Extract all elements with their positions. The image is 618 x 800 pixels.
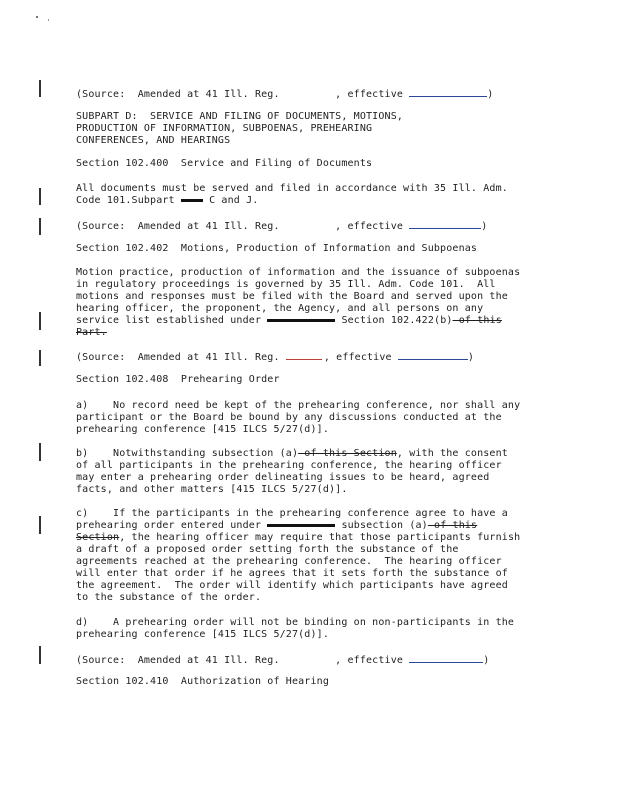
change-bar bbox=[39, 516, 41, 534]
effective-date-blank bbox=[409, 653, 483, 663]
body-text: hearing officer, the proponent, the Agency, and all persons on any bbox=[76, 303, 484, 314]
struck-text: of this bbox=[427, 520, 478, 531]
body-text: Motion practice, production of information and the issuance of subpoenas bbox=[76, 267, 521, 278]
change-bar bbox=[39, 443, 41, 461]
body-text: Code 101.Subpart C and J. bbox=[76, 195, 259, 206]
body-text: prehearing conference [415 ILCS 5/27(d)]. bbox=[76, 629, 329, 640]
section-heading: Section 102.400 Service and Filing of Documents bbox=[76, 158, 373, 169]
source-note: (Source: Amended at 41 Ill. Reg. , effective ) bbox=[76, 89, 494, 100]
section-heading: Section 102.408 Prehearing Order bbox=[76, 374, 280, 385]
redaction-mark bbox=[267, 524, 335, 527]
body-text: service list established under Section 102.422(b) of this bbox=[76, 315, 502, 326]
effective-date-blank bbox=[409, 219, 481, 229]
body-text: may enter a prehearing order delineating issues to be heard, agreed bbox=[76, 472, 490, 483]
body-text: will enter that order if he agrees that it sets forth the substance of bbox=[76, 568, 508, 579]
register-blank bbox=[286, 350, 322, 360]
change-bar bbox=[39, 218, 41, 235]
struck-text: of this bbox=[452, 315, 502, 326]
body-text: motions and responses must be filed with the Board and served upon the bbox=[76, 291, 508, 302]
change-bar bbox=[39, 80, 41, 97]
subsection-b: b) Notwithstanding subsection (a) of this Section, with the consent bbox=[76, 448, 508, 459]
source-note: (Source: Amended at 41 Ill. Reg. , effective ) bbox=[76, 655, 490, 666]
redaction-mark bbox=[267, 319, 335, 322]
source-note: (Source: Amended at 41 Ill. Reg. , effective ) bbox=[76, 352, 475, 363]
change-bar bbox=[39, 312, 41, 330]
struck-text: of this Section bbox=[298, 448, 397, 459]
source-note: (Source: Amended at 41 Ill. Reg. , effective ) bbox=[76, 221, 488, 232]
effective-date-blank bbox=[409, 87, 487, 97]
section-heading: Section 102.410 Authorization of Hearing bbox=[76, 676, 329, 687]
subpart-heading: SUBPART D: SERVICE AND FILING OF DOCUMENTS, MOTIONS, bbox=[76, 111, 404, 122]
body-text: prehearing conference [415 ILCS 5/27(d)]. bbox=[76, 424, 329, 435]
struck-text: Section bbox=[76, 532, 120, 543]
body-text: a draft of a proposed order setting forth the substance of the bbox=[76, 544, 459, 555]
body-text: to the substance of the order. bbox=[76, 592, 262, 603]
body-text: Section, the hearing officer may require that those participants furnish bbox=[76, 532, 521, 543]
subsection-d: d) A prehearing order will not be binding on non-participants in the bbox=[76, 617, 515, 628]
subpart-heading-cont: PRODUCTION OF INFORMATION, SUBPOENAS, PREHEARING bbox=[76, 123, 373, 134]
change-bar bbox=[39, 646, 41, 664]
body-text: prehearing order entered under subsection (a) of this bbox=[76, 520, 478, 531]
change-bar bbox=[39, 350, 41, 366]
body-text: the agreement. The order will identify which participants have agreed bbox=[76, 580, 508, 591]
effective-date-blank bbox=[398, 350, 468, 360]
section-heading: Section 102.402 Motions, Production of Information and Subpoenas bbox=[76, 243, 478, 254]
redaction-mark bbox=[181, 199, 203, 202]
body-text: facts, and other matters [415 ILCS 5/27(d)]. bbox=[76, 484, 348, 495]
body-text bbox=[76, 327, 546, 339]
change-bar bbox=[39, 188, 41, 205]
scan-speck bbox=[36, 16, 38, 18]
subpart-heading-cont: CONFERENCES, AND HEARINGS bbox=[76, 135, 231, 146]
body-text: of all participants in the prehearing conference, the hearing officer bbox=[76, 460, 502, 471]
scan-speck bbox=[48, 19, 49, 21]
subsection-c: c) If the participants in the prehearing conference agree to have a bbox=[76, 508, 508, 519]
body-text: participant or the Board be bound by any discussions conducted at the bbox=[76, 412, 502, 423]
struck-text: Part. bbox=[76, 327, 107, 338]
body-text: All documents must be served and filed in accordance with 35 Ill. Adm. bbox=[76, 183, 508, 194]
body-text: in regulatory proceedings is governed by 35 Ill. Adm. Code 101. All bbox=[76, 279, 496, 290]
subsection-a: a) No record need be kept of the prehearing conference, nor shall any bbox=[76, 400, 521, 411]
body-text: agreements reached at the prehearing conference. The hearing officer bbox=[76, 556, 502, 567]
